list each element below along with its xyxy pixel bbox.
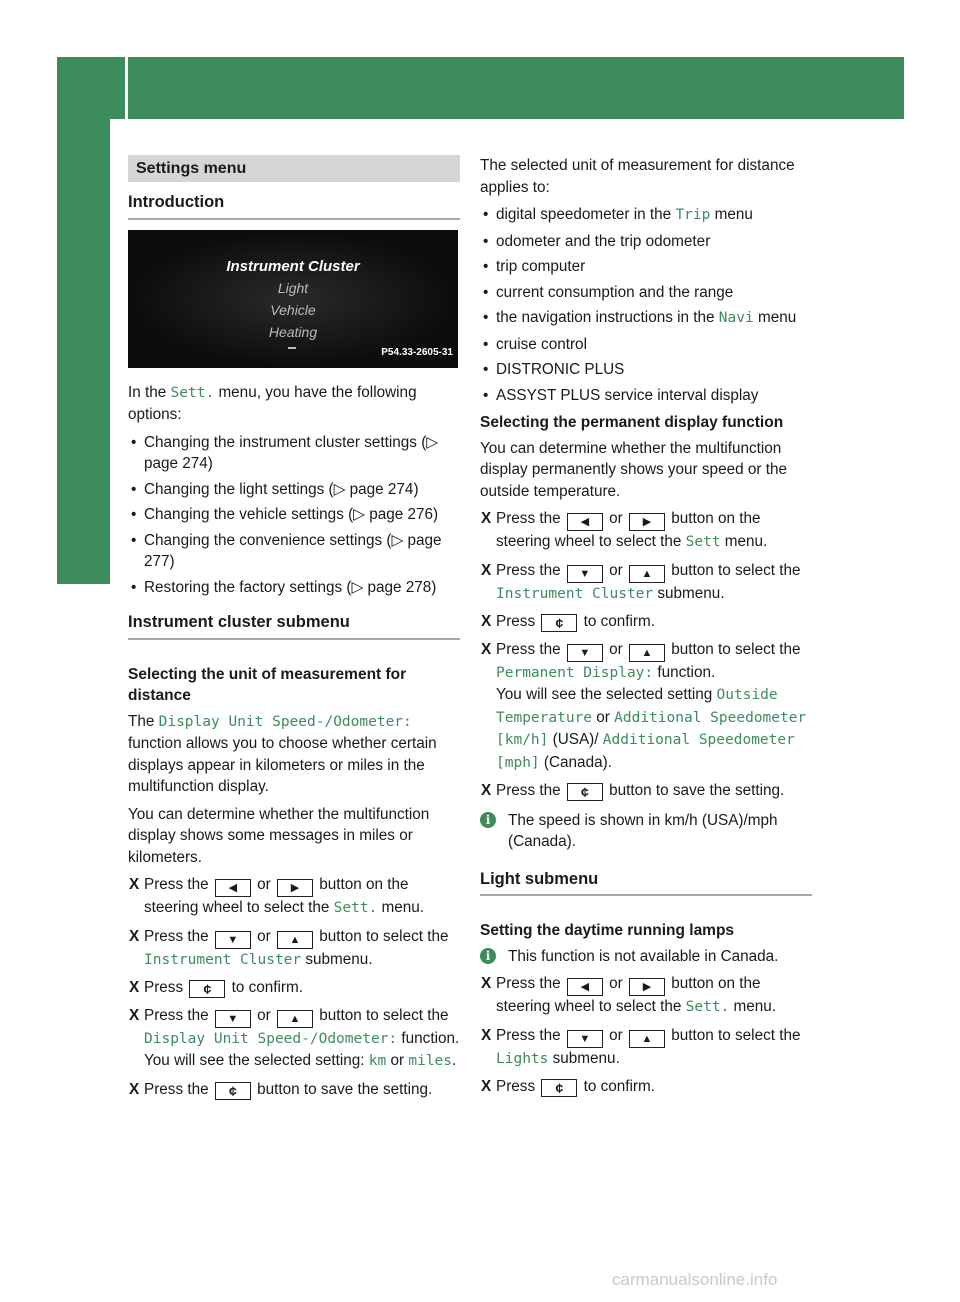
step-4: X Press the ▼ or ▲ button to select the Permanent Display: function. You will see the selected setting Outside Temperature or Additional Speedometer [km/h] (USA)/ Additional Speedometer [mph] (Canada). bbox=[481, 640, 807, 771]
step-marker: X bbox=[481, 1078, 492, 1095]
step-3: X Press ¢ to confirm. bbox=[129, 979, 304, 997]
settings-menu-heading: Settings menu bbox=[128, 155, 460, 182]
left-arrow-key-icon: ◀ bbox=[567, 978, 603, 996]
step-marker: X bbox=[481, 613, 492, 630]
step-marker: X bbox=[481, 782, 492, 799]
ok-key-icon: ¢ bbox=[215, 1082, 251, 1100]
info-note-speed: i The speed is shown in km/h (USA)/mph (Canada). bbox=[480, 810, 812, 853]
list-item: • DISTRONIC PLUS bbox=[480, 359, 812, 381]
screen-item-heating: Heating bbox=[268, 323, 318, 340]
permanent-display-paragraph: You can determine whether the multifunction display permanently shows your speed or the outside temperature. bbox=[480, 439, 787, 500]
down-arrow-key-icon: ▼ bbox=[567, 644, 603, 662]
step-marker: X bbox=[129, 927, 140, 945]
applies-list bbox=[480, 204, 812, 406]
step-marker: X bbox=[481, 561, 492, 579]
up-arrow-key-icon: ▲ bbox=[629, 1030, 665, 1048]
list-item: • Changing the light settings (▷ page 274) bbox=[128, 479, 460, 501]
header-separator bbox=[125, 57, 128, 119]
right-arrow-key-icon: ▶ bbox=[277, 879, 313, 897]
down-arrow-key-icon: ▼ bbox=[215, 1010, 251, 1028]
step-3: X Press ¢ to confirm. bbox=[481, 613, 656, 631]
step-marker: X bbox=[129, 1006, 140, 1024]
down-arrow-key-icon: ▼ bbox=[215, 931, 251, 949]
list-item: • current consumption and the range bbox=[480, 282, 812, 304]
screen-item-vehicle: Vehicle bbox=[270, 301, 316, 318]
page-number: 274 bbox=[84, 93, 116, 114]
list-item: • Changing the vehicle settings (▷ page 276) bbox=[128, 504, 460, 526]
step-3: X Press ¢ to confirm. bbox=[481, 1078, 656, 1096]
unit-paragraph-2: You can determine whether the multifunction display shows some messages in miles or kilometers. bbox=[128, 805, 430, 866]
drl-heading: Setting the daytime running lamps bbox=[480, 922, 735, 939]
ok-key-icon: ¢ bbox=[567, 783, 603, 801]
step-1: X Press the ◀ or ▶ button on the steering wheel to select the Sett menu. bbox=[481, 510, 768, 550]
step-marker: X bbox=[481, 510, 492, 527]
up-arrow-key-icon: ▲ bbox=[629, 565, 665, 583]
unit-paragraph-1: The Display Unit Speed-/Odometer: function allows you to choose whether certain displays appear in kilometers or miles in the multifunction display. bbox=[128, 712, 437, 795]
right-arrow-key-icon: ▶ bbox=[629, 513, 665, 531]
image-reference: P54.33-2605-31 bbox=[381, 347, 453, 358]
step-marker: X bbox=[129, 876, 140, 893]
list-item: • odometer and the trip odometer bbox=[480, 231, 812, 253]
introduction-heading: Introduction bbox=[128, 192, 460, 220]
step-4: X Press the ▼ or ▲ button to select the Display Unit Speed-/Odometer: function. You will see the selected setting: km or miles. bbox=[129, 1006, 460, 1069]
intro-text: In the Sett. menu, you have the following options: bbox=[128, 383, 417, 423]
step-1: X Press the ◀ or ▶ button on the steering wheel to select the Sett. menu. bbox=[129, 876, 425, 916]
left-column bbox=[128, 155, 460, 1106]
down-arrow-key-icon: ▼ bbox=[567, 1030, 603, 1048]
screen-title: Instrument Cluster bbox=[226, 257, 360, 275]
info-icon: i bbox=[480, 948, 496, 964]
right-column bbox=[480, 155, 812, 1104]
up-arrow-key-icon: ▲ bbox=[277, 1010, 313, 1028]
info-note-canada: i This function is not available in Canada. bbox=[480, 946, 812, 968]
list-item: • cruise control bbox=[480, 334, 812, 356]
list-item: • digital speedometer in the Trip menu bbox=[480, 204, 812, 227]
info-icon: i bbox=[480, 812, 496, 828]
screen-item-light: Light bbox=[277, 279, 309, 296]
step-2: X Press the ▼ or ▲ button to select the Instrument Cluster submenu. bbox=[481, 561, 801, 602]
step-marker: X bbox=[129, 979, 140, 996]
permanent-display-heading: Selecting the permanent display function bbox=[480, 414, 784, 431]
list-item: • ASSYST PLUS service interval display bbox=[480, 385, 812, 407]
step-5: X Press the ¢ button to save the setting. bbox=[129, 1080, 433, 1099]
up-arrow-key-icon: ▲ bbox=[277, 931, 313, 949]
list-item: • Changing the instrument cluster settings (▷ page 274) bbox=[128, 432, 460, 475]
down-arrow-key-icon: ▼ bbox=[567, 565, 603, 583]
list-item: • the navigation instructions in the Navi menu bbox=[480, 307, 812, 330]
list-item: • trip computer bbox=[480, 256, 812, 278]
instrument-cluster-screen bbox=[128, 230, 458, 368]
ok-key-icon: ¢ bbox=[541, 614, 577, 632]
chapter-title: On-board computer and displays bbox=[70, 225, 95, 570]
ok-key-icon: ¢ bbox=[541, 1079, 577, 1097]
step-marker: X bbox=[481, 640, 492, 658]
step-marker: X bbox=[129, 1080, 140, 1098]
options-list bbox=[128, 432, 460, 599]
step-marker: X bbox=[481, 1026, 492, 1044]
left-arrow-key-icon: ◀ bbox=[215, 879, 251, 897]
page-title: Menus and submenus bbox=[142, 92, 363, 115]
step-marker: X bbox=[481, 975, 492, 992]
scroll-indicator bbox=[288, 347, 296, 349]
right-arrow-key-icon: ▶ bbox=[629, 978, 665, 996]
list-item: • Restoring the factory settings (▷ page 278) bbox=[128, 577, 460, 599]
unit-heading: Selecting the unit of measurement for distance bbox=[128, 665, 407, 704]
watermark: carmanualsonline.info bbox=[612, 1270, 778, 1289]
cluster-submenu-heading: Instrument cluster submenu bbox=[128, 612, 460, 640]
ok-key-icon: ¢ bbox=[189, 980, 225, 998]
step-2: X Press the ▼ or ▲ button to select the Lights submenu. bbox=[481, 1026, 801, 1067]
step-1: X Press the ◀ or ▶ button on the steering wheel to select the Sett. menu. bbox=[481, 975, 777, 1015]
left-arrow-key-icon: ◀ bbox=[567, 513, 603, 531]
step-5: X Press the ¢ button to save the setting. bbox=[481, 782, 785, 800]
step-2: X Press the ▼ or ▲ button to select the Instrument Cluster submenu. bbox=[129, 927, 449, 968]
list-item: • Changing the convenience settings (▷ page 277) bbox=[128, 530, 460, 573]
up-arrow-key-icon: ▲ bbox=[629, 644, 665, 662]
light-submenu-heading: Light submenu bbox=[480, 869, 812, 897]
applies-intro: The selected unit of measurement for distance applies to: bbox=[480, 157, 795, 196]
